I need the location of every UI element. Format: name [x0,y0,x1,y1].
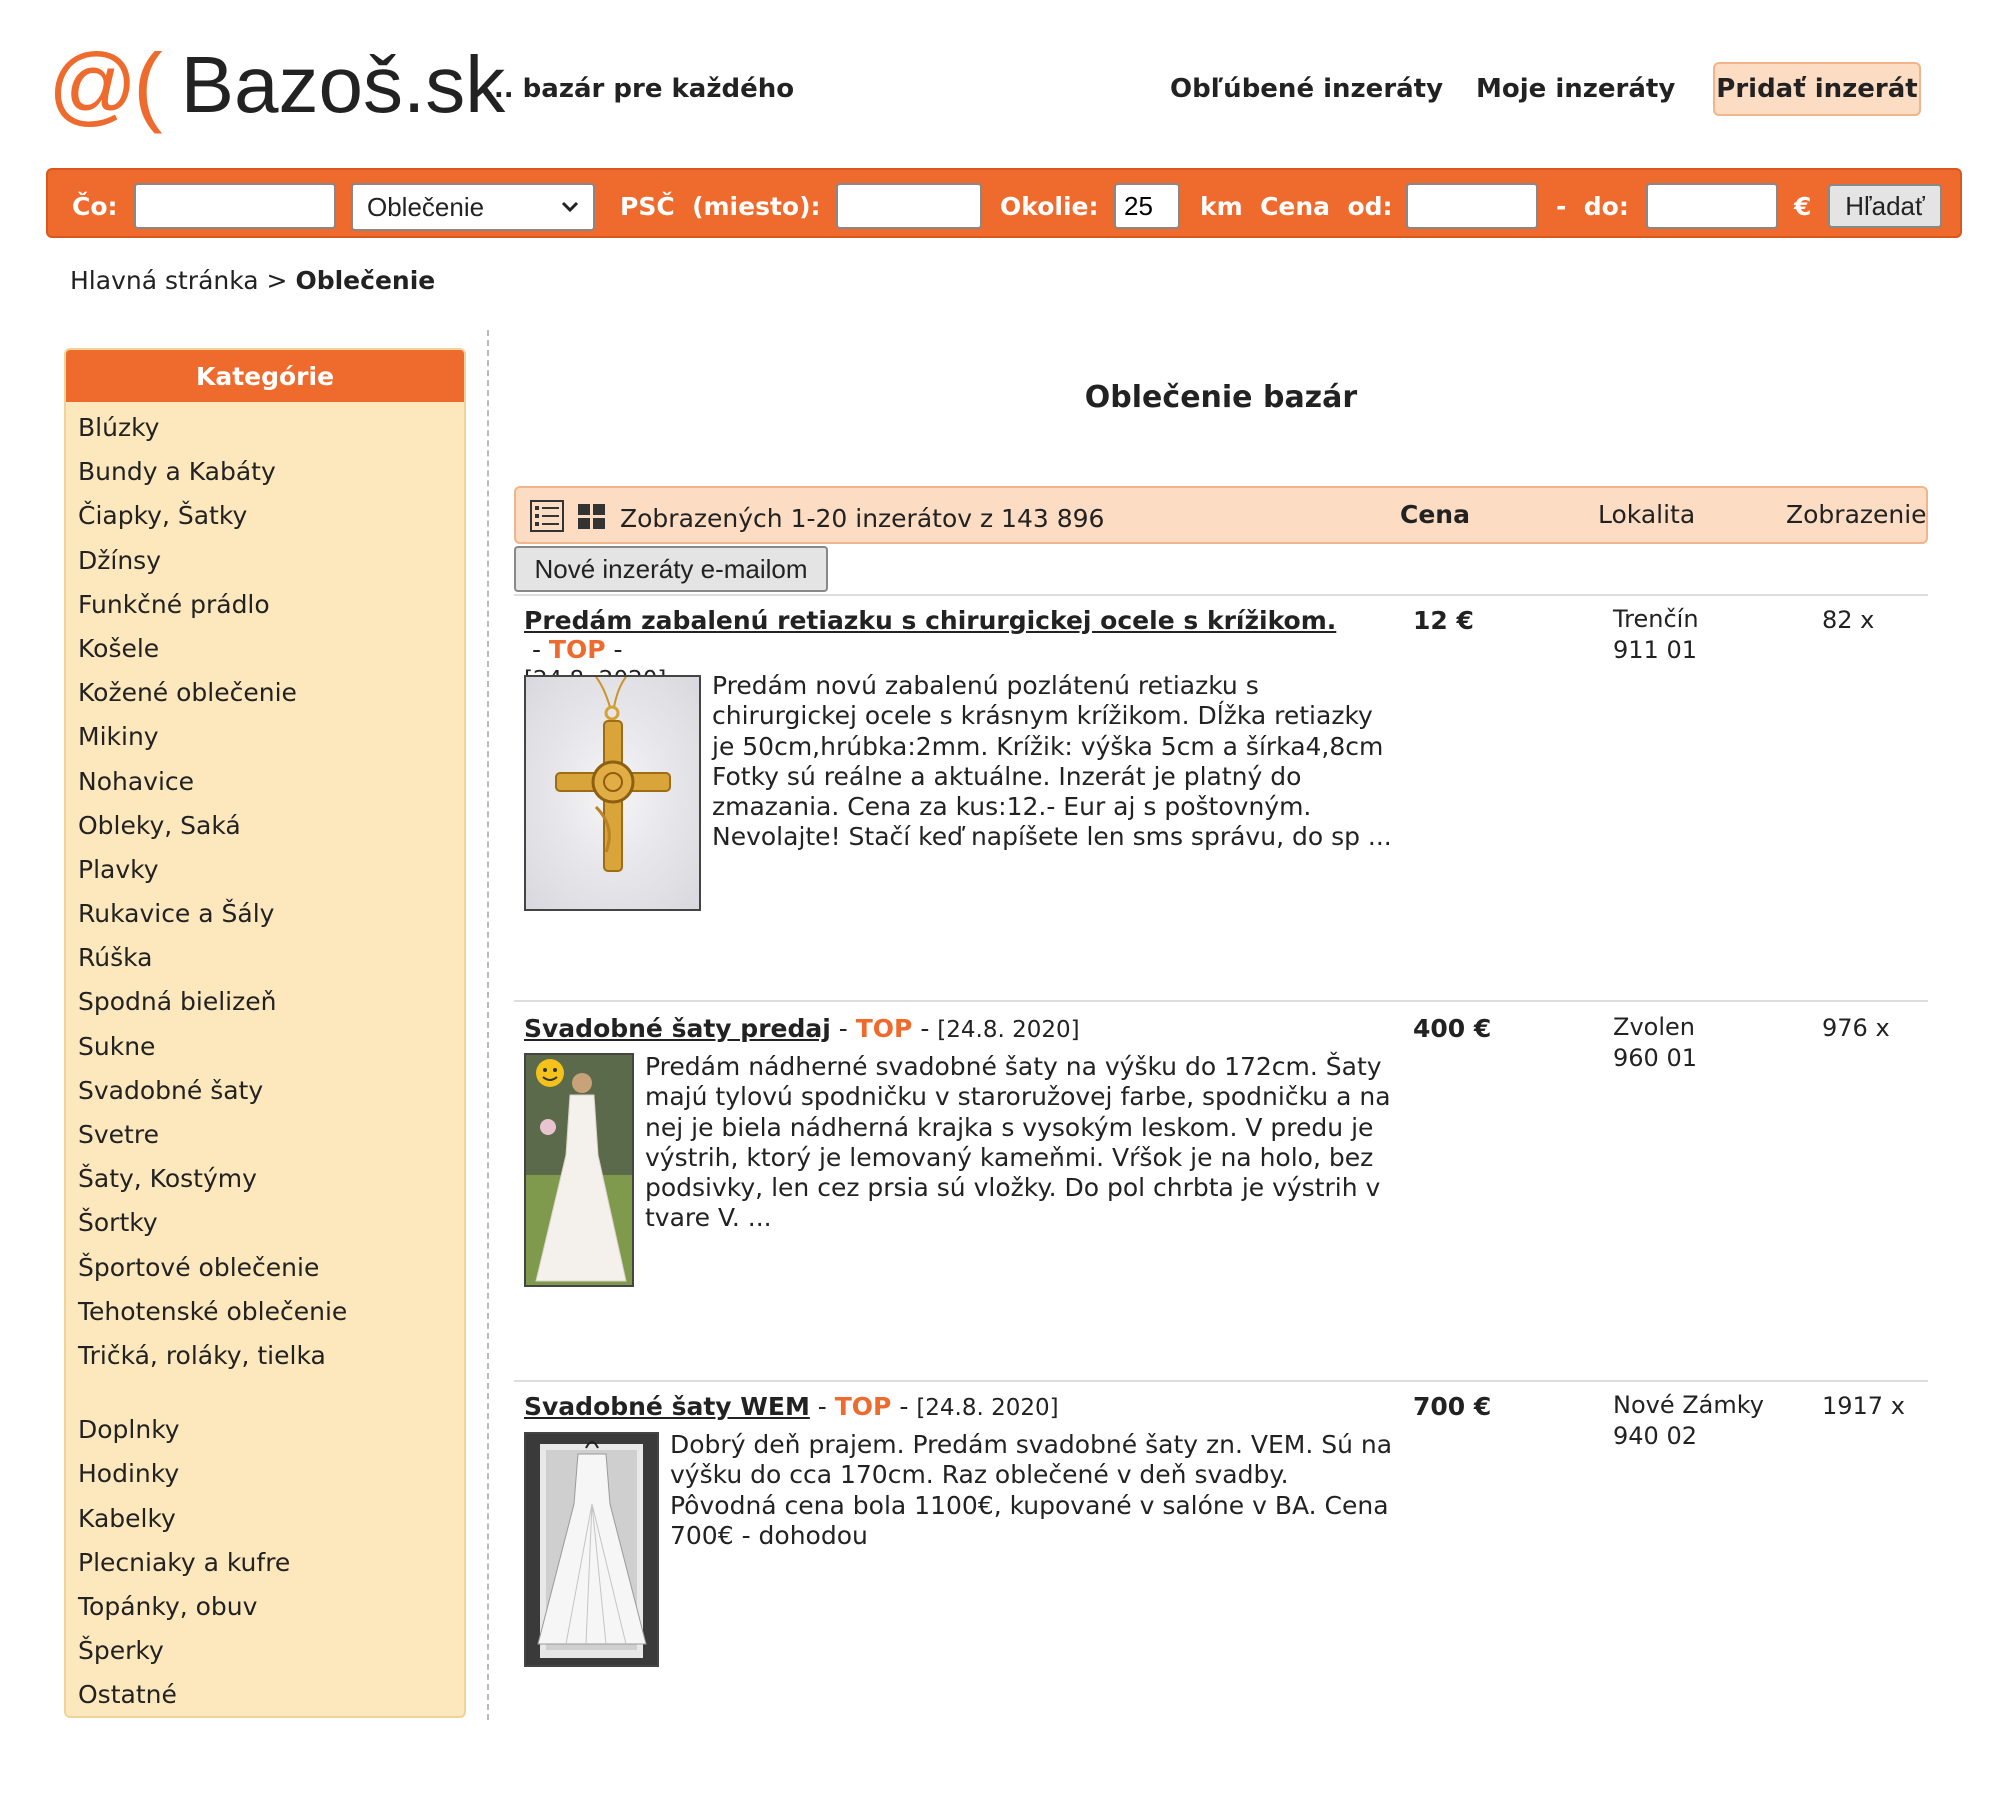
category-item[interactable]: Bundy a Kabáty [78,457,276,487]
listing-title-link[interactable]: Svadobné šaty WEM [524,1392,810,1421]
category-item[interactable]: Šaty, Kostýmy [78,1164,257,1194]
column-location[interactable]: Lokalita [1598,500,1696,529]
listing-views: 82 x [1822,606,1875,634]
psc-input[interactable] [836,183,982,229]
logo-mark: @( [48,35,159,134]
top-badge: TOP [834,1392,892,1421]
nav-favorites[interactable]: Obľúbené inzeráty [1170,74,1444,104]
column-price[interactable]: Cena [1400,500,1470,529]
category-select-value: Oblečenie [367,191,485,222]
sidebar-title: Kategórie [66,350,464,402]
radius-input[interactable] [1114,183,1180,229]
category-gap [66,1378,464,1408]
listing-location [1613,604,1699,666]
listing-sep: - [912,1014,938,1043]
listing-description: Dobrý deň prajem. Predám svadobné šaty zn. VEM. Sú na výšku do cca 170cm. Raz oblečené v deň svadby. Pôvodná cena bola 1100€, kupované v salóne v BA. Cena 700€ - dohodou [670,1430,1393,1550]
category-item[interactable]: Doplnky [78,1415,180,1445]
nav-my-ads[interactable]: Moje inzeráty [1476,74,1676,104]
listing-description: Predám novú zabalenú pozlátenú retiazku s chirurgickej ocele s krásnym krížikom. Dĺžka retiazky je 50cm,hrúbka:2mm. Krížik: výška 5cm a šírka4,8cm Fotky sú reálne a aktuálne. Inzerát je platný do zmazania. Cena za kus:12.- Eur aj s poštovným. Nevolajte! Stačí keď napíšete len sms správu, do sp ... [712,671,1392,852]
listing-views: 1917 x [1822,1392,1905,1420]
category-item[interactable]: Čiapky, Šatky [78,501,248,531]
category-item[interactable]: Topánky, obuv [78,1591,258,1621]
category-item[interactable]: Šortky [78,1208,158,1238]
listing-sep: - [830,1014,856,1043]
cross-pendant-image [526,677,699,909]
listing-zip: 911 01 [1613,636,1697,664]
listing-sep: - [891,1392,917,1421]
listing-sep: - [809,1392,835,1421]
breadcrumb-home[interactable]: Hlavná stránka [70,266,259,295]
what-input[interactable] [134,183,336,229]
wedding-dress-image [526,1055,632,1285]
price-from-input[interactable] [1406,183,1538,229]
listing-views: 976 x [1822,1014,1890,1042]
price-to-label: - do: [1556,192,1629,221]
listing-thumbnail[interactable] [524,675,701,911]
results-count: Zobrazených 1-20 inzerátov z 143 896 [620,504,1105,533]
category-item[interactable]: Hodinky [78,1459,180,1489]
wedding-dress-image [526,1434,657,1665]
category-item[interactable]: Kabelky [78,1503,176,1533]
category-list [66,406,464,1717]
category-item[interactable]: Svetre [78,1120,159,1149]
row-divider [514,1000,1928,1002]
category-item[interactable]: Džínsy [78,545,161,575]
row-divider [514,1380,1928,1382]
category-item[interactable]: Ostatné [78,1680,177,1710]
grid-view-icon[interactable] [578,504,606,530]
column-divider [487,330,489,1720]
column-views[interactable]: Zobrazenie [1786,500,1927,529]
category-item[interactable]: Mikiny [78,722,159,752]
listing-location [1613,1012,1697,1074]
listing-sep: - [524,635,549,664]
category-item[interactable]: Blúzky [78,413,160,442]
listing-city: Nové Zámky [1613,1391,1765,1419]
search-bar [46,168,1962,238]
category-item[interactable]: Rúška [78,943,153,973]
search-button[interactable]: Hľadať [1828,184,1942,228]
breadcrumb-separator: > [258,266,296,295]
listing-thumbnail[interactable] [524,1432,659,1667]
price-to-input[interactable] [1646,183,1778,229]
chevron-down-icon [561,201,579,213]
category-item[interactable]: Košele [78,633,160,663]
psc-label: PSČ (miesto): [620,192,821,221]
category-item[interactable]: Sukne [78,1031,156,1061]
category-item[interactable]: Plavky [78,854,159,884]
row-divider [514,594,1928,596]
listing-title-row [524,1014,1404,1043]
listing-title-link[interactable]: Svadobné šaty predaj [524,1014,831,1043]
tagline: ... bazár pre každého [484,74,795,104]
add-ad-button[interactable]: Pridať inzerát [1713,62,1921,116]
listing-price: 400 € [1413,1014,1492,1043]
breadcrumb-current: Oblečenie [295,266,436,295]
list-header [514,486,1928,544]
listing-title-link[interactable]: Predám zabalenú retiazku s chirurgickej ocele s krížikom. [524,606,1337,635]
category-item[interactable]: Športové oblečenie [78,1252,320,1282]
listing-zip: 940 02 [1613,1422,1697,1450]
category-item[interactable]: Rukavice a Šály [78,899,275,929]
site-logo[interactable] [48,35,506,134]
top-badge: TOP [548,635,606,664]
listing-thumbnail[interactable] [524,1053,634,1287]
listing-description: Predám nádherné svadobné šaty na výšku do 172cm. Šaty majú tylovú spodničku v staroružovej farbe, spodničku a na nej je biela nádherná krajka s vysokým leskom. V predu je výstrih, ktorý je lemovaný kameňmi. Vŕšok je na holo, bez podsivky, len cez prsia sú vložky. Do pol chrbta je výstrih v tvare V. ... [645,1052,1391,1233]
listing-date: [24.8. 2020] [916,1395,1059,1421]
category-item[interactable]: Svadobné šaty [78,1075,264,1105]
listing-price: 12 € [1413,606,1474,635]
category-item[interactable]: Plecniaky a kufre [78,1547,291,1577]
listing-zip: 960 01 [1613,1044,1697,1072]
currency-label: € [1794,192,1812,221]
category-item[interactable]: Obleky, Saká [78,810,241,840]
listing-title-row [524,1392,1404,1421]
category-item[interactable]: Šperky [78,1636,164,1666]
listing-city: Zvolen [1613,1013,1695,1041]
email-alerts-button[interactable]: Nové inzeráty e-mailom [514,546,828,592]
what-label: Čo: [72,192,118,221]
category-item[interactable]: Tehotenské oblečenie [78,1296,348,1326]
list-view-icon[interactable] [530,500,564,532]
page-title: Oblečenie bazár [1084,380,1358,415]
category-item[interactable]: Tričká, roláky, tielka [78,1340,326,1370]
listing-location [1613,1390,1764,1452]
listing-sep: - [605,635,631,664]
category-item[interactable]: Nohavice [78,766,195,796]
category-sidebar [64,348,466,1718]
radius-label: Okolie: [1000,192,1099,221]
listing-price: 700 € [1413,1392,1492,1421]
category-item[interactable]: Spodná bielizeň [78,987,277,1017]
listing-date: [24.8. 2020] [937,1017,1080,1043]
logo-text: Bazoš.sk [180,40,506,129]
listing-city: Trenčín [1613,605,1699,633]
top-badge: TOP [855,1014,913,1043]
breadcrumb [70,266,435,295]
category-item[interactable]: Kožené oblečenie [78,678,297,708]
category-select[interactable] [351,183,595,231]
category-item[interactable]: Funkčné prádlo [78,589,270,619]
price-from-label: km Cena od: [1200,192,1393,221]
